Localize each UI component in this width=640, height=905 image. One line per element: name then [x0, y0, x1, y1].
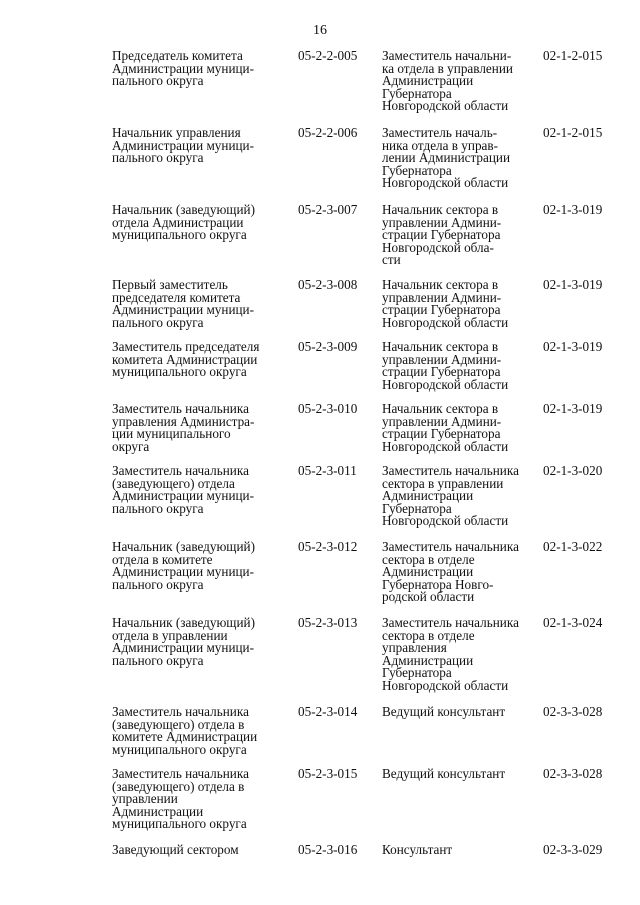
- equivalent-position: Консультант: [382, 842, 453, 857]
- table-row: [112, 844, 622, 864]
- equivalent-position: Начальник сектора в управлении Админи- страции Губернатора Новгородской области: [382, 277, 509, 330]
- equivalent-position-code: 02-1-3-020: [543, 463, 603, 478]
- positions-table: [112, 50, 622, 864]
- municipal-position: Заведующий сектором: [112, 842, 239, 857]
- equivalent-position: Заместитель начальника сектора в управлении Администрации Губернатора Новгородской области: [382, 463, 519, 528]
- table-row: [112, 50, 622, 127]
- municipal-position: Заместитель начальника управления Администра- ции муниципального округа: [112, 401, 255, 454]
- equivalent-position: Заместитель начальни- ка отдела в управлении Администрации Губернатора Новгородской области: [382, 48, 513, 113]
- municipal-position-code: 05-2-3-014: [298, 704, 358, 719]
- equivalent-position-code: 02-3-3-028: [543, 766, 603, 781]
- table-row: [112, 617, 622, 706]
- equivalent-position-code: 02-1-3-019: [543, 339, 603, 354]
- municipal-position: Начальник управления Администрации муници- пального округа: [112, 125, 255, 165]
- equivalent-position-code: 02-1-2-015: [543, 48, 603, 63]
- municipal-position: Председатель комитета Администрации муници- пального округа: [112, 48, 255, 88]
- table-row: [112, 204, 622, 279]
- municipal-position: Заместитель начальника (заведующего) отдела в комитете Администрации муниципального округа: [112, 704, 258, 757]
- equivalent-position: Заместитель начальника сектора в отделе Администрации Губернатора Новго- родской области: [382, 539, 519, 604]
- table-row: [112, 706, 622, 768]
- municipal-position: Первый заместитель председателя комитета Администрации муници- пального округа: [112, 277, 255, 330]
- table-row: [112, 341, 622, 403]
- municipal-position-code: 05-2-3-015: [298, 766, 358, 781]
- municipal-position-code: 05-2-3-008: [298, 277, 358, 292]
- equivalent-position: Ведущий консультант: [382, 766, 506, 781]
- table-row: [112, 768, 622, 844]
- table-row: [112, 403, 622, 465]
- municipal-position-code: 05-2-3-011: [298, 463, 357, 478]
- equivalent-position-code: 02-1-3-022: [543, 539, 603, 554]
- municipal-position-code: 05-2-3-013: [298, 615, 358, 630]
- equivalent-position: Начальник сектора в управлении Админи- страции Губернатора Новгородской обла- сти: [382, 202, 502, 267]
- table-row: [112, 465, 622, 541]
- equivalent-position: Начальник сектора в управлении Админи- страции Губернатора Новгородской области: [382, 401, 509, 454]
- equivalent-position: Заместитель началь- ника отдела в управ- лении Администрации Губернатора Новгородской области: [382, 125, 511, 190]
- equivalent-position-code: 02-1-2-015: [543, 125, 603, 140]
- municipal-position-code: 05-2-3-007: [298, 202, 358, 217]
- equivalent-position-code: 02-1-3-019: [543, 277, 603, 292]
- equivalent-position: Ведущий консультант: [382, 704, 506, 719]
- municipal-position: Начальник (заведующий) отдела в комитете Администрации муници- пального округа: [112, 539, 255, 592]
- municipal-position-code: 05-2-3-012: [298, 539, 358, 554]
- equivalent-position: Начальник сектора в управлении Админи- страции Губернатора Новгородской области: [382, 339, 509, 392]
- equivalent-position: Заместитель начальника сектора в отделе управления Администрации Губернатора Новгородской области: [382, 615, 519, 693]
- municipal-position: Начальник (заведующий) отдела в управлении Администрации муници- пального округа: [112, 615, 255, 668]
- municipal-position-code: 05-2-3-009: [298, 339, 358, 354]
- municipal-position-code: 05-2-3-010: [298, 401, 358, 416]
- equivalent-position-code: 02-1-3-024: [543, 615, 603, 630]
- equivalent-position-code: 02-1-3-019: [543, 401, 603, 416]
- municipal-position: Заместитель председателя комитета Администрации муниципального округа: [112, 339, 260, 379]
- table-row: [112, 279, 622, 341]
- municipal-position: Заместитель начальника (заведующего) отдела Администрации муници- пального округа: [112, 463, 255, 516]
- equivalent-position-code: 02-3-3-029: [543, 842, 603, 857]
- municipal-position: Начальник (заведующий) отдела Администрации муниципального округа: [112, 202, 255, 242]
- municipal-position-code: 05-2-2-005: [298, 48, 358, 63]
- table-row: [112, 541, 622, 617]
- equivalent-position-code: 02-3-3-028: [543, 704, 603, 719]
- table-row: [112, 127, 622, 204]
- municipal-position-code: 05-2-3-016: [298, 842, 358, 857]
- municipal-position: Заместитель начальника (заведующего) отдела в управлении Администрации муниципального округа: [112, 766, 249, 831]
- municipal-position-code: 05-2-2-006: [298, 125, 358, 140]
- page-number: 16: [313, 23, 327, 38]
- equivalent-position-code: 02-1-3-019: [543, 202, 603, 217]
